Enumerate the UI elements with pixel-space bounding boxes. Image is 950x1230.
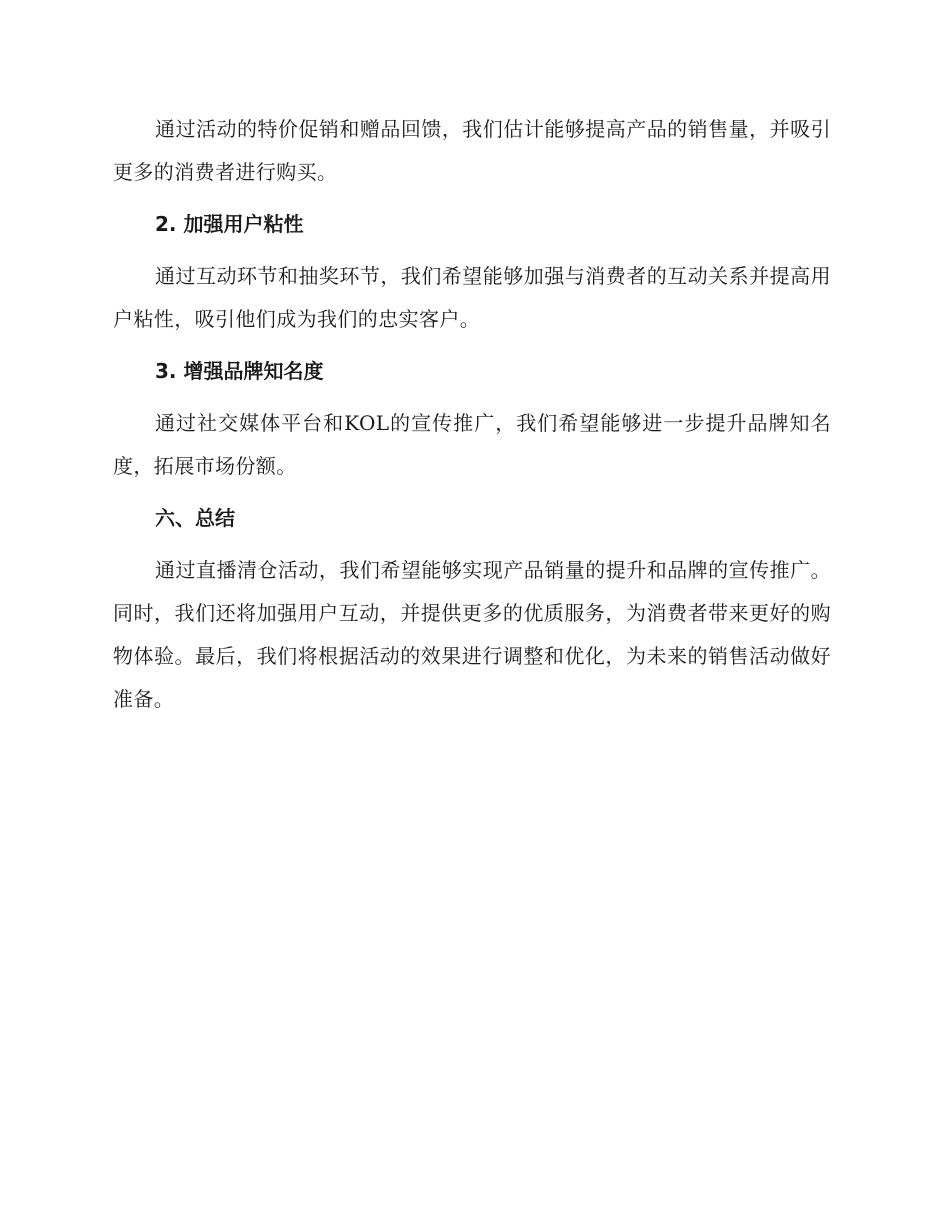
paragraph-summary: 通过直播清仓活动，我们希望能够实现产品销量的提升和品牌的宣传推广。同时，我们还将加强用户互动，并提供更多的优质服务，为消费者带来更好的购物体验。最后，我们将根据活动的效果进行调整和优化，为未来的销售活动做好准备。	[113, 558, 831, 711]
document-page	[113, 108, 831, 721]
heading-user-stickiness: 2. 加强用户粘性	[155, 212, 304, 236]
paragraph-brand-awareness: 通过社交媒体平台和KOL的宣传推广，我们希望能够进一步提升品牌知名度，拓展市场份额。	[113, 411, 831, 478]
heading-summary: 六、总结	[155, 506, 235, 530]
heading-brand-awareness: 3. 增强品牌知名度	[155, 359, 324, 383]
paragraph-sales-increase: 通过活动的特价促销和赠品回馈，我们估计能够提高产品的销售量，并吸引更多的消费者进行购买。	[113, 117, 831, 184]
paragraph-user-stickiness: 通过互动环节和抽奖环节，我们希望能够加强与消费者的互动关系并提高用户粘性，吸引他们成为我们的忠实客户。	[113, 264, 831, 331]
